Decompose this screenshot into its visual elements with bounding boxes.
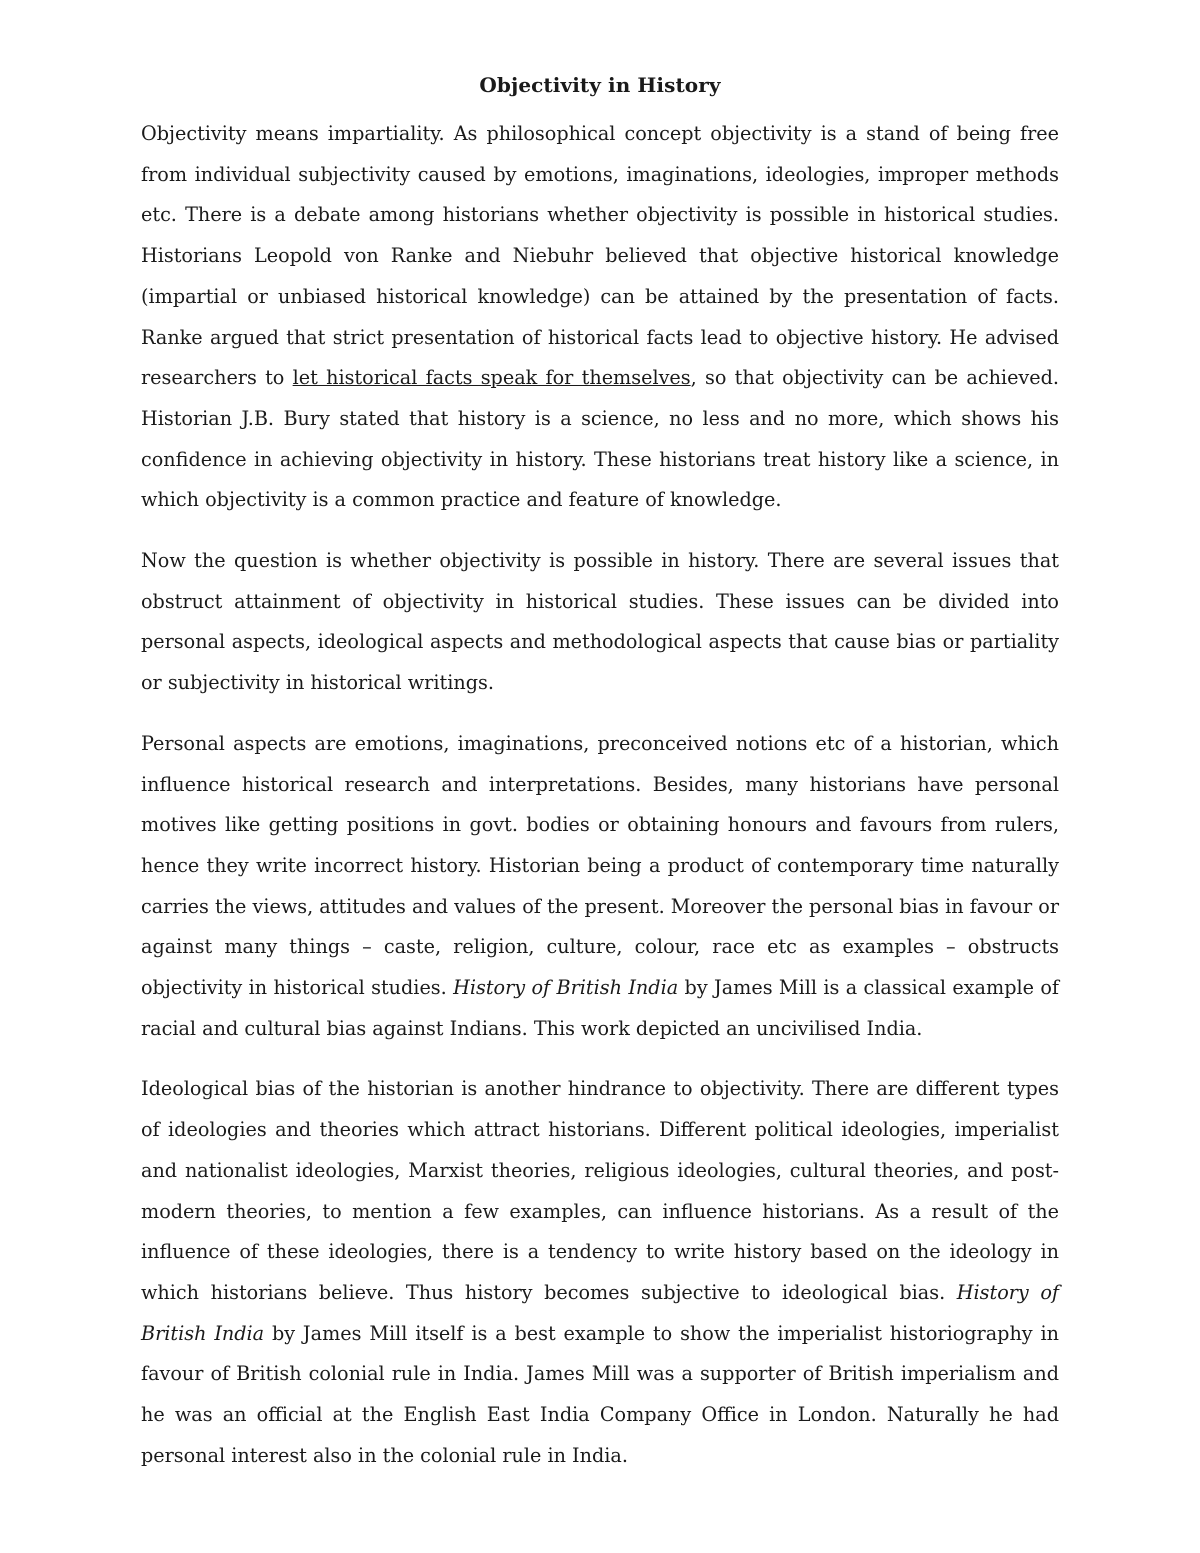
book-title-italic: History of British India bbox=[141, 1280, 1060, 1345]
paragraph-1-text-b: , so that objectivity can be achieved. Historian J.B. Bury stated that history is a science, no less and no more, which shows his confidence in achieving objectivity in history. These historians treat history like a science, in which objectivity is a common practice and feature of knowledge. bbox=[141, 366, 1059, 512]
document-title: Objectivity in History bbox=[479, 73, 721, 97]
paragraph-2: Now the question is whether objectivity is possible in history. There are several issues that obstruct attainment of objectivity in historical studies. These issues can be divided into personal aspects, ideological aspects and methodological aspects that cause bias or partiality or subjectivity in historical writings. bbox=[141, 549, 1059, 695]
paragraph-3-text-a: Personal aspects are emotions, imaginations, preconceived notions etc of a historian, which influence historical research and interpretations. Besides, many historians have personal motives like getting positions in govt. bodies or obtaining honours and favours from rulers, hence they write incorrect history. Historian being a product of contemporary time naturally carries the views, attitudes and values of the present. Moreover the personal bias in favour or against many things – caste, religion, culture, colour, race etc as examples – obstructs objectivity in historical studies. bbox=[141, 731, 1059, 1000]
paragraph-4-text-a: Ideological bias of the historian is another hindrance to objectivity. There are different types of ideologies and theories which attract historians. Different political ideologies, imperialist and nationalist ideologies, Marxist theories, religious ideologies, cultural theories, and post-modern theories, to mention a few examples, can influence historians. As a result of the influence of these ideologies, there is a tendency to write history based on the ideology in which historians believe. Thus history becomes subjective to ideological bias. bbox=[141, 1077, 1059, 1304]
paragraph-4-text-b: by James Mill itself is a best example to show the imperialist historiography in favour of British colonial rule in India. James Mill was a supporter of British imperialism and he was an official at the English East India Company Office in London. Naturally he had personal interest also in the colonial rule in India. bbox=[141, 1321, 1059, 1467]
paragraph-3 bbox=[141, 724, 1059, 1050]
paragraph-3-text-b: by James Mill is a classical example of racial and cultural bias against Indians. This work depicted an uncivilised India. bbox=[141, 976, 1059, 1040]
paragraph-1 bbox=[141, 114, 1059, 521]
book-title-italic: History of British India bbox=[453, 976, 679, 1000]
paragraph-1-text-a: Objectivity means impartiality. As philosophical concept objectivity is a stand of being free from individual subjectivity caused by emotions, imaginations, ideologies, improper methods etc. There is a debate among historians whether objectivity is possible in historical studies. Historians Leopold von Ranke and Niebuhr believed that objective historical knowledge (impartial or unbiased historical knowledge) can be attained by the presentation of facts. Ranke argued that strict presentation of historical facts lead to objective history. He advised researchers to bbox=[141, 122, 1059, 390]
underlined-phrase: let historical facts speak for themselves bbox=[292, 366, 691, 390]
document-page bbox=[141, 70, 1059, 1497]
paragraph-4 bbox=[141, 1069, 1059, 1476]
